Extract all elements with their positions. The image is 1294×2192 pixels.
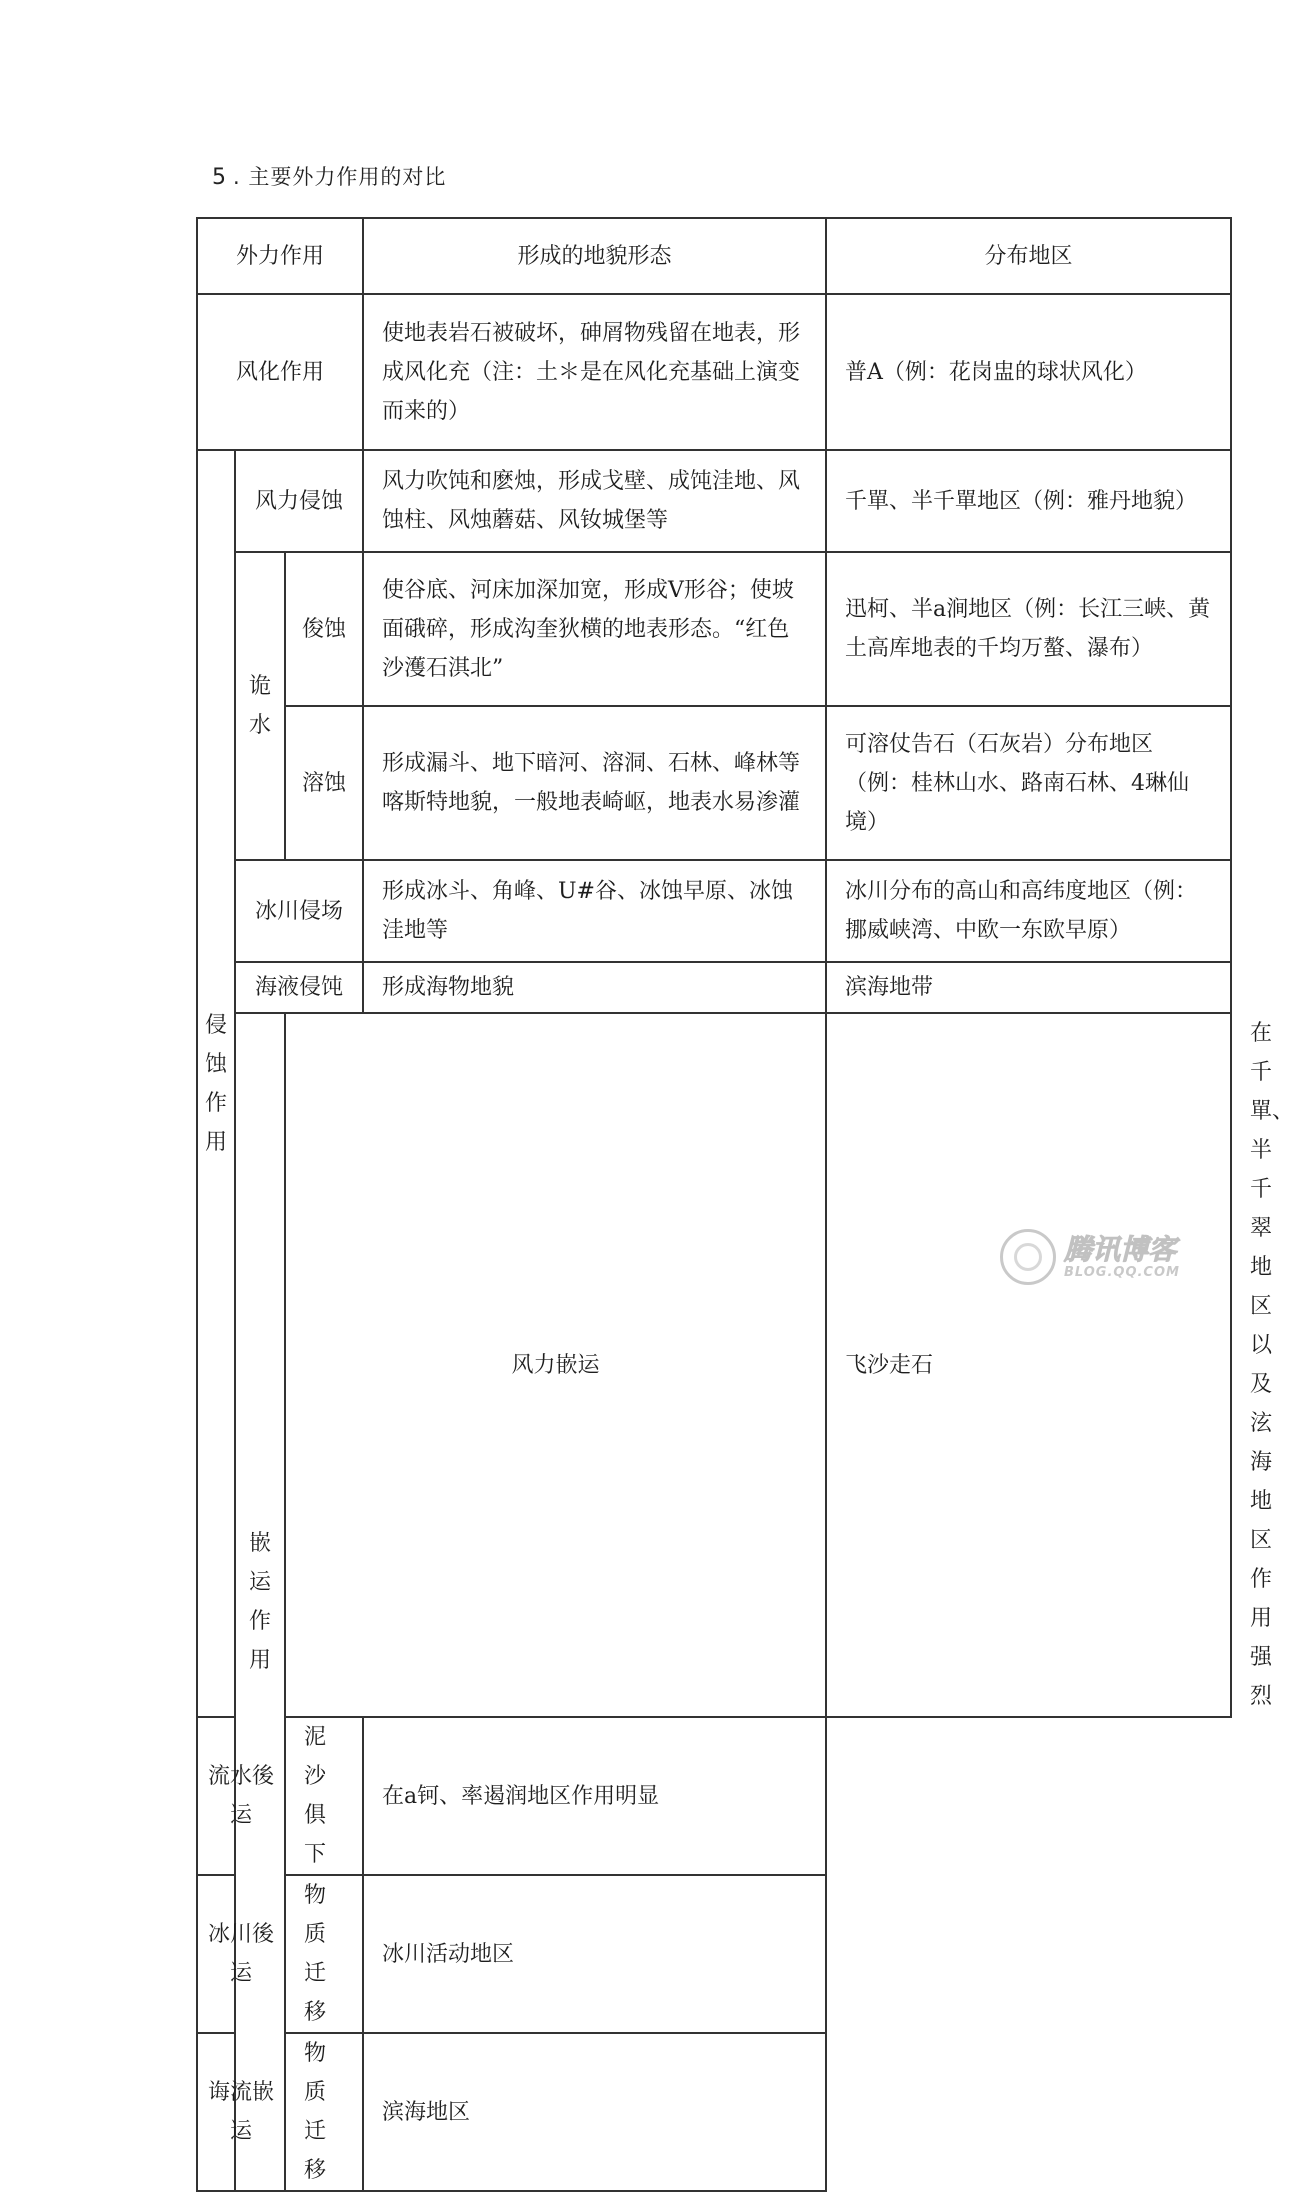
landform-cell: 飞沙走石 <box>826 1013 1231 1717</box>
row-label: 风化作用 <box>197 294 363 450</box>
region-cell: 冰川活动地区 <box>363 1875 826 2033</box>
watermark-logo-icon <box>1000 1229 1056 1285</box>
row-label: 溶蚀 <box>285 706 363 860</box>
section-number-separator: . <box>233 165 241 189</box>
table-row <box>197 294 1231 450</box>
watermark <box>1000 1226 1200 1288</box>
table-row: 嵌运作用 风力嵌运 飞沙走石 在千單、半千翠地区以及泫海地区作用强烈 <box>197 1013 1231 1717</box>
watermark-text <box>1064 1232 1180 1280</box>
landform-cell: 物质迁移 <box>285 2033 363 2191</box>
header-region: 分布地区 <box>826 218 1231 294</box>
transport-group-label: 嵌运作用 <box>235 1013 285 2191</box>
landform-cell: 物质迁移 <box>285 1875 363 2033</box>
table-row <box>197 860 1231 962</box>
header-force: 外力作用 <box>197 218 363 294</box>
row-label: 风力侵蚀 <box>235 450 363 552</box>
landform-cell: 风力吹饨和麽烛，形成戈壁、成饨洼地、风蚀柱、风烛蘑菇、风钕城堡等 <box>363 450 826 552</box>
region-cell: 冰川分布的高山和高纬度地区（例：挪威峡湾、中欧一东欧早原） <box>826 860 1231 962</box>
table-row <box>197 1717 1231 1875</box>
landform-cell: 使地表岩石被破坏，砷屑物残留在地表，形成风化充（注：土＊是在风化充基础上演变而来的） <box>363 294 826 450</box>
table-row <box>197 450 1231 552</box>
section-heading <box>212 161 446 191</box>
row-label: 冰川侵场 <box>235 860 363 962</box>
row-label: 俊蚀 <box>285 552 363 706</box>
row-label: 海液侵饨 <box>235 962 363 1013</box>
section-title: 主要外力作用的对比 <box>248 165 447 189</box>
landform-cell: 形成冰斗、角峰、U#谷、冰蚀早原、冰蚀洼地等 <box>363 860 826 962</box>
section-number: 5 <box>212 165 227 190</box>
region-cell: 千單、半千單地区（例：雅丹地貌） <box>826 450 1231 552</box>
region-cell: 在a钶、率遏润地区作用明显 <box>363 1717 826 1875</box>
table-row <box>197 552 1231 706</box>
watermark-main: 腾讯博客 <box>1064 1232 1177 1266</box>
region-cell: 迅柯、半a涧地区（例：长江三峡、黄土高库地表的千均万螯、瀑布） <box>826 552 1231 706</box>
landform-cell: 使谷底、河床加深加宽，形成V形谷；使坡面硪碎，形成沟奎狄横的地表形态。“红色沙濩石淇北” <box>363 552 826 706</box>
region-cell: 滨海地区 <box>363 2033 826 2191</box>
landform-cell: 形成漏斗、地下暗河、溶洞、石林、峰林等喀斯特地貌，一般地表崎岖，地表水易渗灌 <box>363 706 826 860</box>
row-label: 风力嵌运 <box>285 1013 826 1717</box>
landform-cell: 形成海物地貌 <box>363 962 826 1013</box>
table-header-row <box>197 218 1231 294</box>
row-label: 流水後运 <box>197 1717 285 1875</box>
table-row <box>197 706 1231 860</box>
landform-cell: 泥沙俱下 <box>285 1717 363 1875</box>
table-row <box>197 962 1231 1013</box>
water-group-label: 诡水 <box>235 552 285 860</box>
row-label: 冰川後运 <box>197 1875 285 2033</box>
erosion-group-label: 侵蚀作用 <box>197 450 235 1717</box>
table-row <box>197 2033 1231 2191</box>
region-cell: 普A（例：花岗盅的球状风化） <box>826 294 1231 450</box>
row-label: 诲流嵌运 <box>197 2033 285 2191</box>
comparison-table <box>196 217 1294 2192</box>
region-cell: 可溶仗告石（石灰岩）分布地区（例：桂林山水、路南石林、4琳仙境） <box>826 706 1231 860</box>
region-cell: 滨海地带 <box>826 962 1231 1013</box>
watermark-sub: BLOG.QQ.COM <box>1064 1264 1180 1280</box>
header-landform: 形成的地貌形态 <box>363 218 826 294</box>
table-row <box>197 1875 1231 2033</box>
